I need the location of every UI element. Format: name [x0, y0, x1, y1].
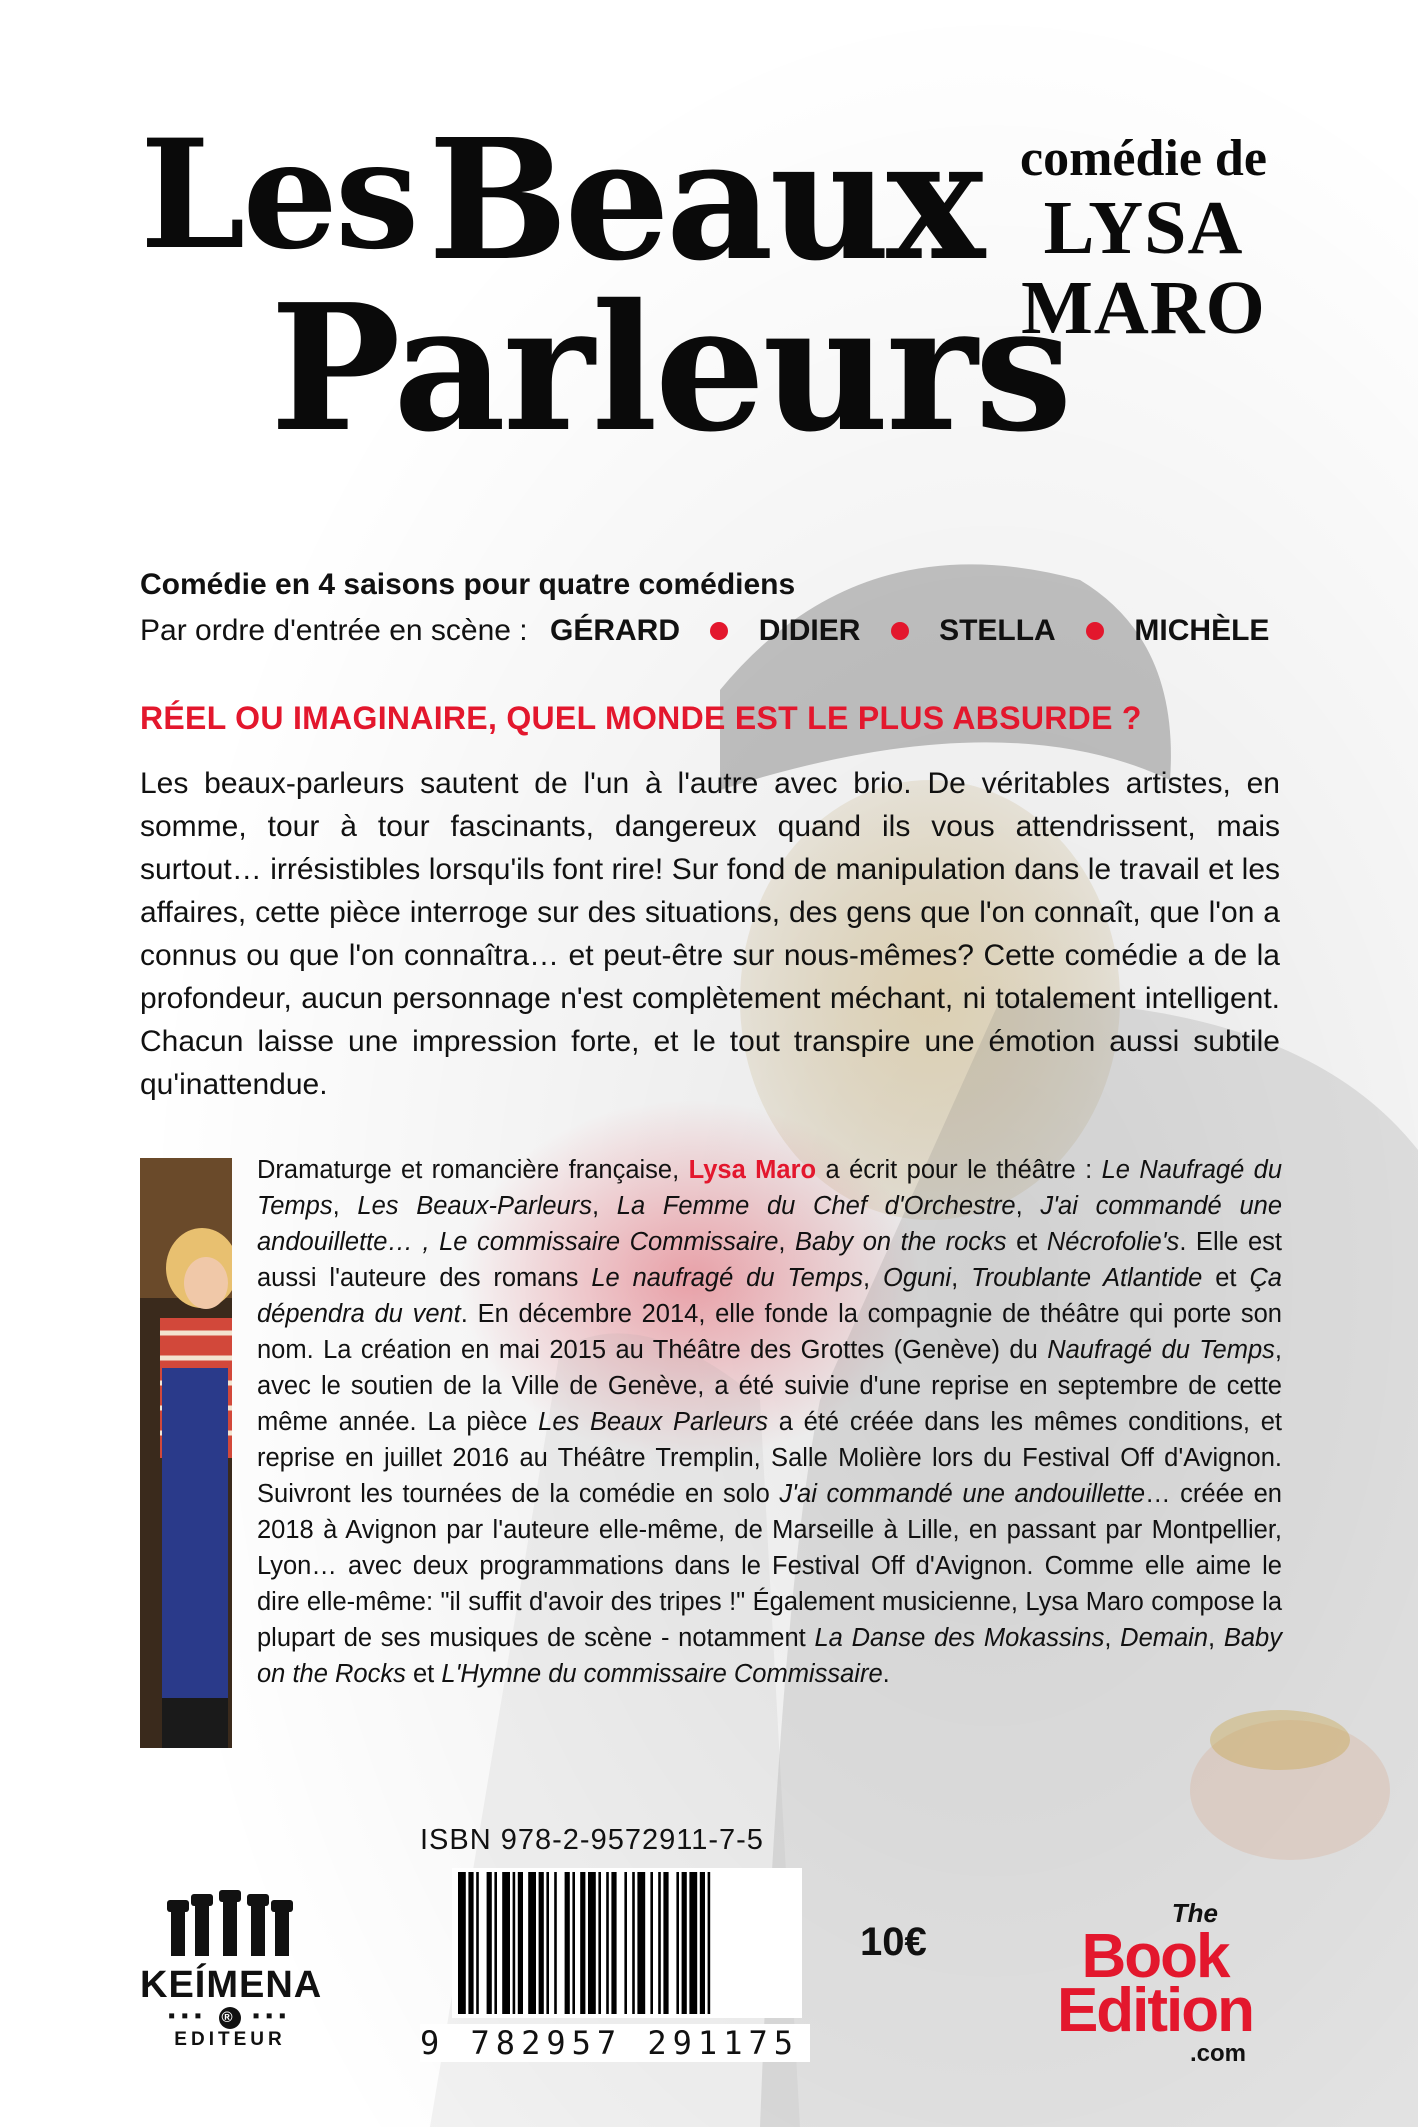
- title-word-les: Les: [140, 107, 417, 283]
- bio-author-name: Lysa Maro: [688, 1156, 817, 1184]
- distributor-com: .com: [1189, 2040, 1246, 2067]
- cast-list: [140, 614, 1269, 648]
- bio-work-title: Naufragé du Temps: [1047, 1336, 1275, 1364]
- cast-intro: Par ordre d'entrée en scène :: [140, 614, 528, 647]
- bio-work-title: Nécrofolie's: [1046, 1228, 1180, 1256]
- bio-text: . En décembre 2014, elle fonde la compagnie de théâtre qui porte son nom. La création en mai 2015 au Théâtre des Grottes (Genève) du: [257, 1300, 1282, 1364]
- barcode-bar: [708, 1872, 711, 2014]
- barcode-bar: [658, 1872, 661, 2014]
- barcode-bar: [650, 1872, 653, 2014]
- tagline: RÉEL OU IMAGINAIRE, QUEL MONDE EST LE PLUS ABSURDE ?: [140, 700, 1142, 736]
- barcode-bar: [518, 1872, 523, 2014]
- bio-text: et: [412, 1660, 435, 1688]
- cast-name-michele: MICHÈLE: [1134, 614, 1270, 647]
- bio-novel-title: Oguni: [883, 1264, 952, 1292]
- subtitle: Comédie en 4 saisons pour quatre comédiens: [140, 568, 796, 601]
- barcode-bar: [546, 1872, 549, 2014]
- barcode-bar: [663, 1872, 668, 2014]
- barcode-bar: [528, 1872, 536, 2014]
- author-byline: [1020, 130, 1267, 348]
- bio-text: a écrit pour le théâtre :: [825, 1156, 1093, 1184]
- barcode-bar: [476, 1872, 479, 2014]
- isbn-label: ISBN 978-2-9572911-7-5: [420, 1824, 764, 1856]
- author-photo: [140, 1158, 232, 1748]
- distributor-book: Book: [1081, 1922, 1229, 1991]
- red-bullet-icon: [891, 622, 909, 640]
- bio-text: . Elle est aussi l'auteure des romans: [257, 1228, 1283, 1292]
- bio-novel-title: Troublante Atlantide: [971, 1264, 1203, 1292]
- barcode-bar: [624, 1872, 627, 2014]
- cast-name-stella: STELLA: [939, 614, 1056, 647]
- byline-first-name: LYSA: [1043, 186, 1244, 270]
- bio-text: et: [1215, 1264, 1237, 1292]
- bio-music-title: Baby on the Rocks: [257, 1624, 1282, 1688]
- distributor-logo: [1040, 1900, 1270, 2066]
- distributor-the: The: [1171, 1898, 1218, 1928]
- bio-music-title: Demain: [1120, 1624, 1209, 1652]
- barcode-bar: [606, 1872, 609, 2014]
- barcode-bar: [494, 1872, 497, 2014]
- bio-music-title: L'Hymne du commissaire Commissaire: [441, 1660, 883, 1688]
- barcode-bar: [588, 1872, 596, 2014]
- bio-novel-title: Ça dépendra du vent: [257, 1264, 1282, 1328]
- cast-name-didier: DIDIER: [758, 614, 861, 647]
- barcode-bar: [565, 1872, 570, 2014]
- barcode-bar: [554, 1872, 557, 2014]
- bio-work-title: Le Naufragé du Temps: [257, 1156, 1283, 1220]
- bio-work-title: Les Beaux-Parleurs: [357, 1192, 592, 1220]
- bio-work-title: J'ai commandé une andouillette… ,: [257, 1192, 1282, 1256]
- barcode-bar: [598, 1872, 601, 2014]
- red-bullet-icon: [1086, 622, 1104, 640]
- cast-name-gerard: GÉRARD: [549, 614, 680, 647]
- distributor-edition: Edition: [1056, 1976, 1254, 2045]
- barcode-bar: [611, 1872, 616, 2014]
- bio-text: … créée en 2018 à Avignon par l'auteure elle-même, de Marseille à Lille, en passant par Montpellier, Lyon… avec deux programmations dans le Festival Off d'Avignon. Comme elle aime le dire elle-même: "il suffit d'avoir des tripes !" Également musicienne, Lysa Maro compose la plupart de ses musiques de scène - notamment: [257, 1480, 1282, 1652]
- bio-text: a été créée dans les mêmes conditions, et reprise en juillet 2016 au Théâtre Tremplin, Salle Molière lors du Festival Off d'Avignon. Suivront les tournées de la comédie en solo: [257, 1408, 1283, 1508]
- barcode-bar: [700, 1872, 705, 2014]
- publisher-subtitle: EDITEUR: [174, 2029, 286, 2050]
- bio-work-title: Les Beaux Parleurs: [538, 1408, 768, 1436]
- barcode-bar: [458, 1872, 466, 2014]
- bio-text: .: [882, 1660, 890, 1688]
- barcode-bar: [487, 1872, 492, 2014]
- author-bio: Dramaturge et romancière française, Lysa Maro a écrit pour le théâtre : Le Naufragé du Temps, Les Beaux-Parleurs, La Femme du Chef d'Orchestre, J'ai commandé une andouillette… , Le commissaire Commissaire, Baby on the rocks et Nécrofolie's. Elle est aussi l'auteure des romans Le naufragé du Temps, Oguni, Troublante Atlantide et Ça dépendra du vent. En décembre 2014, elle fonde la compagnie de théâtre qui porte son nom. La création en mai 2015 au Théâtre des Grottes (Genève) du Naufragé du Temps, avec le soutien de la Ville de Genève, a été suivie d'une reprise en septembre de cette même année. La pièce Les Beaux Parleurs a été créée dans les mêmes conditions, et reprise en juillet 2016 au Théâtre Tremplin, Salle Molière lors du Festival Off d'Avignon. Suivront les tournées de la comédie en solo J'ai commandé une andouillette… créée en 2018 à Avignon par l'auteure elle-même, de Marseille à Lille, en passant par Montpellier, Lyon… avec deux programmations dans le Festival Off d'Avignon. Comme elle aime le dire elle-même: "il suffit d'avoir des tripes !" Également musicienne, Lysa Maro compose la plupart de ses musiques de scène - notamment La Danse des Mokassins, Demain, Baby on the Rocks et L'Hymne du commissaire Commissaire.: [257, 1156, 1283, 1688]
- byline-last-name: MARO: [1021, 266, 1266, 350]
- bio-music-title: La Danse des Mokassins: [814, 1624, 1105, 1652]
- barcode-bar: [689, 1872, 697, 2014]
- barcode-bar: [502, 1872, 510, 2014]
- barcode-bar: [632, 1872, 635, 2014]
- byline-prefix: comédie de: [1020, 130, 1267, 187]
- bio-text: , avec le soutien de la Ville de Genève, a été suivie d'une reprise en septembre de cette même année. La pièce: [257, 1336, 1282, 1436]
- bio-work-title: Baby on the rocks: [795, 1228, 1007, 1256]
- barcode-bar: [682, 1872, 687, 2014]
- barcode-bar: [580, 1872, 585, 2014]
- barcode-bar: [637, 1872, 645, 2014]
- registered-icon: ®: [219, 2007, 241, 2029]
- barcode-bar: [539, 1872, 544, 2014]
- bio-work-title: Le commissaire Commissaire: [439, 1228, 779, 1256]
- barcode-digits: 9 782957 291175: [420, 2024, 810, 2062]
- bio-work-title: J'ai commandé une andouillette: [779, 1480, 1145, 1508]
- barcode-bar: [572, 1872, 575, 2014]
- publisher-name: KEÍMENA: [140, 1964, 323, 2006]
- price: 10€: [860, 1920, 927, 1964]
- title-word-beaux: Beaux: [428, 103, 982, 298]
- publisher-mark-row: ▪▪▪ ® ▪▪▪: [168, 2005, 292, 2027]
- barcode: [452, 1868, 802, 2018]
- red-bullet-icon: [710, 622, 728, 640]
- barcode-bar: [513, 1872, 516, 2014]
- publisher-logo: [140, 1890, 323, 2051]
- barcode-bar: [468, 1872, 473, 2014]
- title-word-parleurs: Parleurs: [270, 267, 1070, 471]
- bio-text: Dramaturge et romancière française,: [257, 1156, 680, 1184]
- bio-text: et: [1016, 1228, 1038, 1256]
- bio-novel-title: Le naufragé du Temps: [591, 1264, 864, 1292]
- summary-paragraph: Les beaux-parleurs sautent de l'un à l'autre avec brio. De véritables artistes, en somme, tour à tour fascinants, dangereux quand ils vous attendrissent, mais surtout… irrésistibles lorsqu'ils font rire! Sur fond de manipulation dans le travail et les affaires, cette pièce interroge sur des situations, des gens que l'on connaît, que l'on a connus ou que l'on connaîtra… et peut-être sur nous-mêmes? Cette comédie a de la profondeur, aucun personnage n'est complètement méchant, ni totalement intelligent. Chacun laisse une impression forte, et le tout transpire une émotion aussi subtile qu'inattendue.: [140, 767, 1280, 1101]
- bio-work-title: La Femme du Chef d'Orchestre: [616, 1192, 1016, 1220]
- barcode-bar: [676, 1872, 679, 2014]
- publisher-pillars-icon: [165, 1890, 295, 1960]
